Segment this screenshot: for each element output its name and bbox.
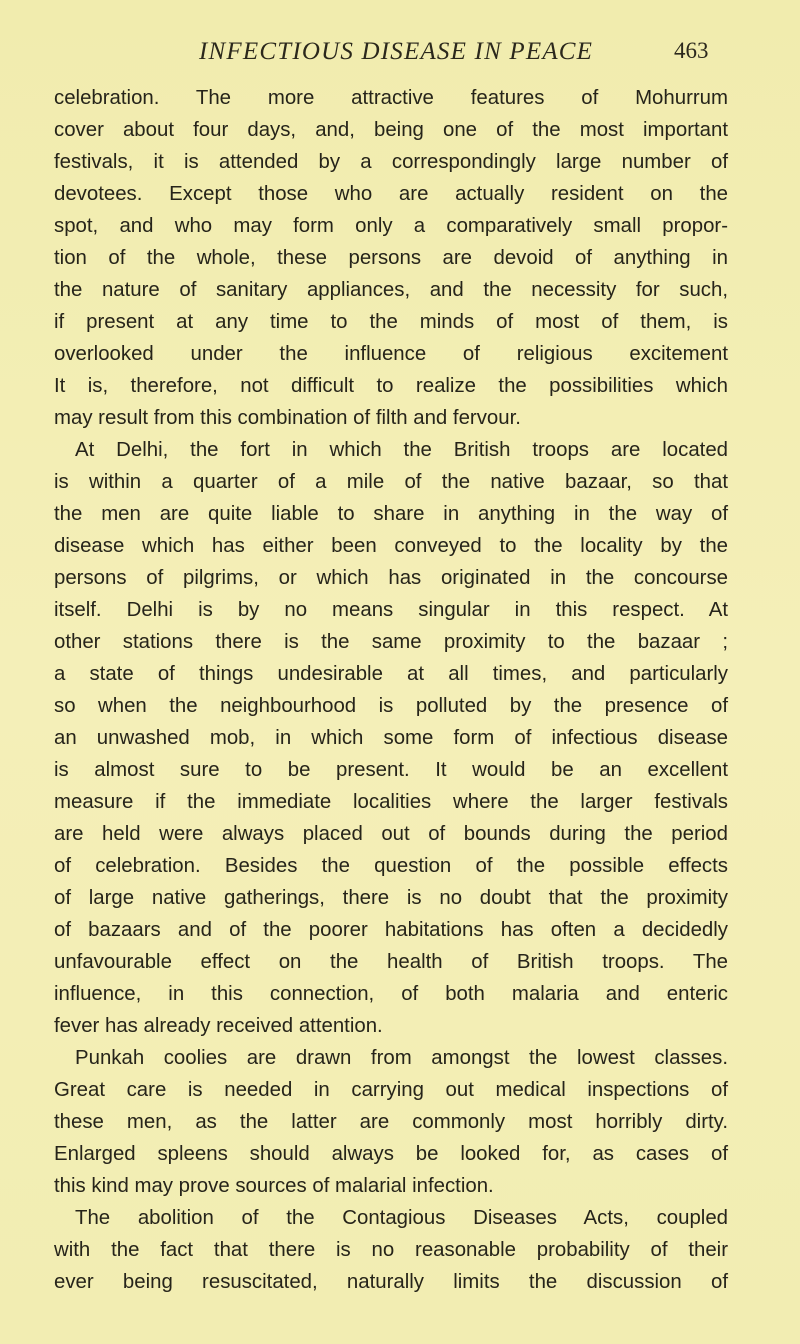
text-line: the nature of sanitary appliances, and the necessity for such, [54,279,728,301]
text-line: spot, and who may form only a comparatively small propor- [54,215,728,237]
text-line: persons of pilgrims, or which has originated in the concourse [54,567,728,589]
text-line: It is, therefore, not difficult to realize the possibilities which [54,375,728,397]
text-line: so when the neighbourhood is polluted by the presence of [54,695,728,717]
text-line: devotees. Except those who are actually resident on the [54,183,728,205]
text-line: At Delhi, the fort in which the British troops are located [75,439,728,461]
text-line: Enlarged spleens should always be looked for, as cases of [54,1143,728,1165]
page-header-title: INFECTIOUS DISEASE IN PEACE [199,38,594,65]
text-line: celebration. The more attractive features of Mohurrum [54,87,728,109]
text-line: of large native gatherings, there is no doubt that the proximity [54,887,728,909]
text-line: of celebration. Besides the question of the possible effects [54,855,728,877]
text-line: the men are quite liable to share in anything in the way of [54,503,728,525]
text-line: ever being resuscitated, naturally limits the discussion of [54,1271,728,1293]
text-line: a state of things undesirable at all times, and particularly [54,663,728,685]
text-line: may result from this combination of filth and fervour. [54,407,521,429]
text-line: cover about four days, and, being one of the most important [54,119,728,141]
text-line: these men, as the latter are commonly most horribly dirty. [54,1111,728,1133]
paragraph [54,1202,728,1298]
text-line: are held were always placed out of bounds during the period [54,823,728,845]
text-line: unfavourable effect on the health of British troops. The [54,951,728,973]
text-line: an unwashed mob, in which some form of infectious disease [54,727,728,749]
page-number: 463 [674,38,709,63]
text-line: itself. Delhi is by no means singular in this respect. At [54,599,728,621]
text-line: tion of the whole, these persons are devoid of anything in [54,247,728,269]
text-line: influence, in this connection, of both malaria and enteric [54,983,728,1005]
text-line: disease which has either been conveyed to the locality by the [54,535,728,557]
text-line: overlooked under the influence of religious excitement [54,343,728,365]
text-line: if present at any time to the minds of most of them, is [54,311,728,333]
text-line: fever has already received attention. [54,1015,383,1037]
text-line: The abolition of the Contagious Diseases Acts, coupled [75,1207,728,1229]
text-line: this kind may prove sources of malarial infection. [54,1175,494,1197]
paragraph [54,434,728,1042]
text-line: other stations there is the same proximity to the bazaar ; [54,631,728,653]
text-line: is almost sure to be present. It would be an excellent [54,759,728,781]
paragraph [54,82,728,434]
running-head [54,0,728,82]
text-line: festivals, it is attended by a correspondingly large number of [54,151,728,173]
text-line: Great care is needed in carrying out medical inspections of [54,1079,728,1101]
text-line: is within a quarter of a mile of the native bazaar, so that [54,471,728,493]
paragraph [54,1042,728,1202]
text-line: Punkah coolies are drawn from amongst the lowest classes. [75,1047,728,1069]
text-line: with the fact that there is no reasonable probability of their [54,1239,728,1261]
text-line: measure if the immediate localities where the larger festivals [54,791,728,813]
body-text [54,82,728,1298]
text-line: of bazaars and of the poorer habitations has often a decidedly [54,919,728,941]
